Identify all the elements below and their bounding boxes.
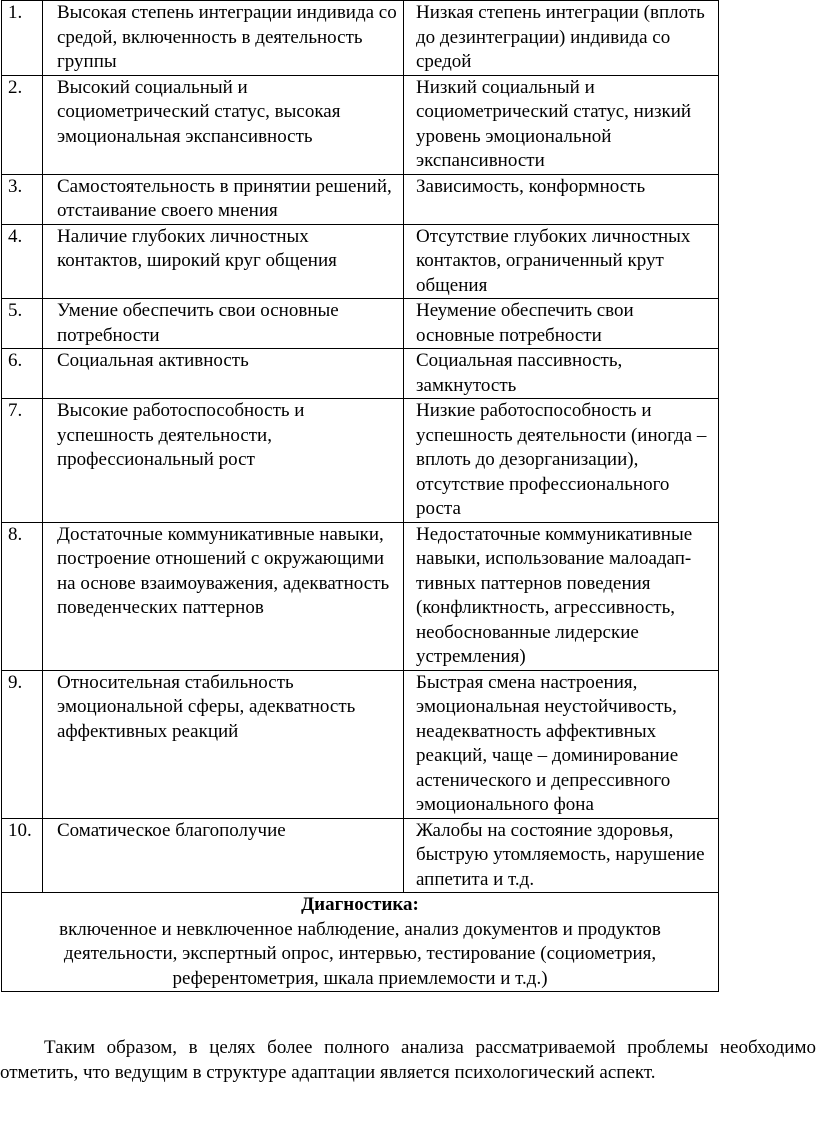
table-row — [2, 670, 719, 818]
adapted-criterion: Относительная стабильность эмоциональной сферы, адекватность аффективных реакций — [43, 670, 404, 818]
diagnostics-title: Диагностика: — [301, 894, 419, 915]
diagnostics-text: включенное и невключенное наблюдение, анализ документов и продуктов деятельности, экспертный опрос, интервью, тестирование (социометрия, референтометрия, шкала приемлемости и т.д.) — [59, 918, 661, 989]
diagnostics-row — [2, 893, 719, 992]
maladapted-criterion: Низкая степень интеграции (вплоть до дезинтеграции) индивида со средой — [404, 1, 719, 76]
adapted-criterion: Высокий социальный и социометрический статус, высокая эмоциональная экспансивность — [43, 75, 404, 174]
row-number: 3. — [2, 174, 43, 224]
adaptation-criteria-table — [1, 0, 719, 992]
table-row — [2, 224, 719, 299]
row-number: 1. — [2, 1, 43, 76]
row-number: 7. — [2, 399, 43, 523]
row-number: 9. — [2, 670, 43, 818]
adapted-criterion: Высокая степень интеграции индивида со средой, включенность в деятельность группы — [43, 1, 404, 76]
maladapted-criterion: Недостаточные коммуникативные навыки, использование малоадаптивных паттернов поведения (конфликтность, агрессивность, необоснованные лидерские устремления) — [404, 522, 719, 670]
maladapted-criterion: Низкий социальный и социометрический статус, низкий уровень эмоциональной экспансивности — [404, 75, 719, 174]
body-paragraph: Таким образом, в целях более полного анализа рассматриваемой проблемы необходимо отметить, что ведущим в структуре адаптации является психологический аспект. — [0, 1037, 816, 1083]
maladapted-criterion: Низкие работоспособность и успешность деятельности (иногда – вплоть до дезорганизации), отсутствие профессионального роста — [404, 399, 719, 523]
adapted-criterion: Соматическое благополучие — [43, 818, 404, 893]
adapted-criterion: Наличие глубоких личностных контактов, широкий круг общения — [43, 224, 404, 299]
table-row — [2, 522, 719, 670]
table-row — [2, 1, 719, 76]
adapted-criterion: Достаточные коммуникативные навыки, построение отношений с окружающими на основе взаимоуважения, адекватность поведенческих паттернов — [43, 522, 404, 670]
row-number: 8. — [2, 522, 43, 670]
adapted-criterion: Самостоятельность в принятии решений, отстаивание своего мнения — [43, 174, 404, 224]
table-body — [2, 1, 719, 893]
adapted-criterion: Высокие работоспособность и успешность деятельности, профессиональный рост — [43, 399, 404, 523]
adapted-criterion: Умение обеспечить свои основные потребности — [43, 299, 404, 349]
table-row — [2, 174, 719, 224]
row-number: 4. — [2, 224, 43, 299]
row-number: 2. — [2, 75, 43, 174]
adapted-criterion: Социальная активность — [43, 349, 404, 399]
maladapted-criterion: Социальная пассивность, замкнутость — [404, 349, 719, 399]
maladapted-criterion: Жалобы на состояние здоровья, быструю утомляемость, нарушение аппетита и т.д. — [404, 818, 719, 893]
table-row — [2, 349, 719, 399]
maladapted-criterion: Быстрая смена настроения, эмоциональная неустойчивость, неадекватность аффективных реакций, чаще – доминирование астенического и депрессивного эмоционального фона — [404, 670, 719, 818]
table-row — [2, 299, 719, 349]
maladapted-criterion: Неумение обеспечить свои основные потребности — [404, 299, 719, 349]
maladapted-criterion: Зависимость, конформность — [404, 174, 719, 224]
table-row — [2, 399, 719, 523]
table-row — [2, 818, 719, 893]
row-number: 10. — [2, 818, 43, 893]
maladapted-criterion: Отсутствие глубоких личностных контактов, ограниченный крут общения — [404, 224, 719, 299]
table-row — [2, 75, 719, 174]
row-number: 6. — [2, 349, 43, 399]
row-number: 5. — [2, 299, 43, 349]
diagnostics-cell — [2, 893, 719, 992]
